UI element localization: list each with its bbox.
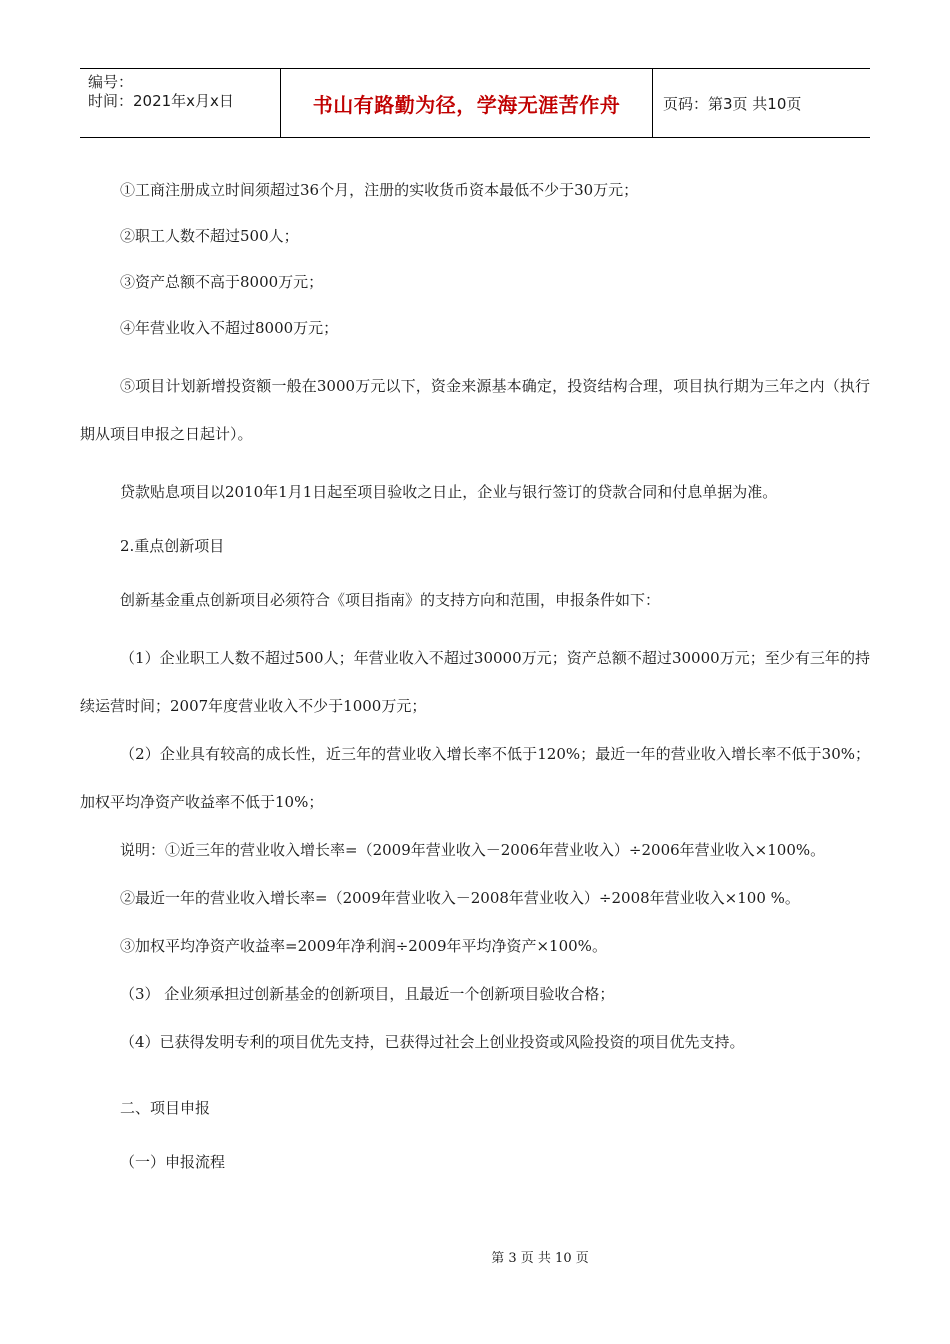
- header-page-info: 页码：第3页 共10页: [663, 94, 802, 113]
- section-heading: 2.重点创新项目: [120, 537, 225, 555]
- paragraph: ④年营业收入不超过8000万元；: [120, 319, 339, 337]
- date-label: 时间：2021年x月x日: [88, 92, 234, 110]
- paragraph: （4）已获得发明专利的项目优先支持，已获得过社会上创业投资或风险投资的项目优先支持。: [120, 1033, 745, 1051]
- document-header: [80, 68, 870, 138]
- paragraph: ⑤项目计划新增投资额一般在3000万元以下，资金来源基本确定，投资结构合理，项目执行期为三年之内（执行期从项目申报之日起计）。: [80, 377, 870, 443]
- header-meta-cell: [80, 69, 281, 137]
- paragraph: （1）企业职工人数不超过500人；年营业收入不超过30000万元；资产总额不超过30000万元；至少有三年的持续运营时间；2007年度营业收入不少于1000万元；: [80, 649, 870, 715]
- number-label: 编号：: [88, 73, 134, 91]
- paragraph: （3） 企业须承担过创新基金的创新项目，且最近一个创新项目验收合格；: [120, 985, 615, 1003]
- paragraph: ③加权平均净资产收益率=2009年净利润÷2009年平均净资产×100%。: [120, 937, 607, 955]
- paragraph: （2）企业具有较高的成长性，近三年的营业收入增长率不低于120%；最近一年的营业收入增长率不低于30%；加权平均净资产收益率不低于10%；: [80, 745, 870, 811]
- subsection-heading: （一）申报流程: [120, 1153, 226, 1171]
- header-motto: 书山有路勤为径，学海无涯苦作舟: [281, 69, 653, 137]
- page-footer: 第 3 页 共 10 页: [491, 1251, 589, 1266]
- paragraph: 创新基金重点创新项目必须符合《项目指南》的支持方向和范围，申报条件如下：: [120, 591, 661, 609]
- paragraph: ③资产总额不高于8000万元；: [120, 273, 324, 291]
- paragraph: 贷款贴息项目以2010年1月1日起至项目验收之日止，企业与银行签订的贷款合同和付息单据为准。: [120, 483, 778, 501]
- paragraph: ②最近一年的营业收入增长率=（2009年营业收入－2008年营业收入）÷2008年营业收入×100 %。: [120, 889, 800, 907]
- paragraph: ①工商注册成立时间须超过36个月，注册的实收货币资本最低不少于30万元；: [120, 181, 639, 199]
- paragraph: ②职工人数不超过500人；: [120, 227, 299, 245]
- document-body: [80, 166, 870, 1174]
- paragraph: 说明：①近三年的营业收入增长率=（2009年营业收入－2006年营业收入）÷2006年营业收入×100%。: [120, 841, 826, 859]
- section-heading: 二、项目申报: [120, 1099, 211, 1117]
